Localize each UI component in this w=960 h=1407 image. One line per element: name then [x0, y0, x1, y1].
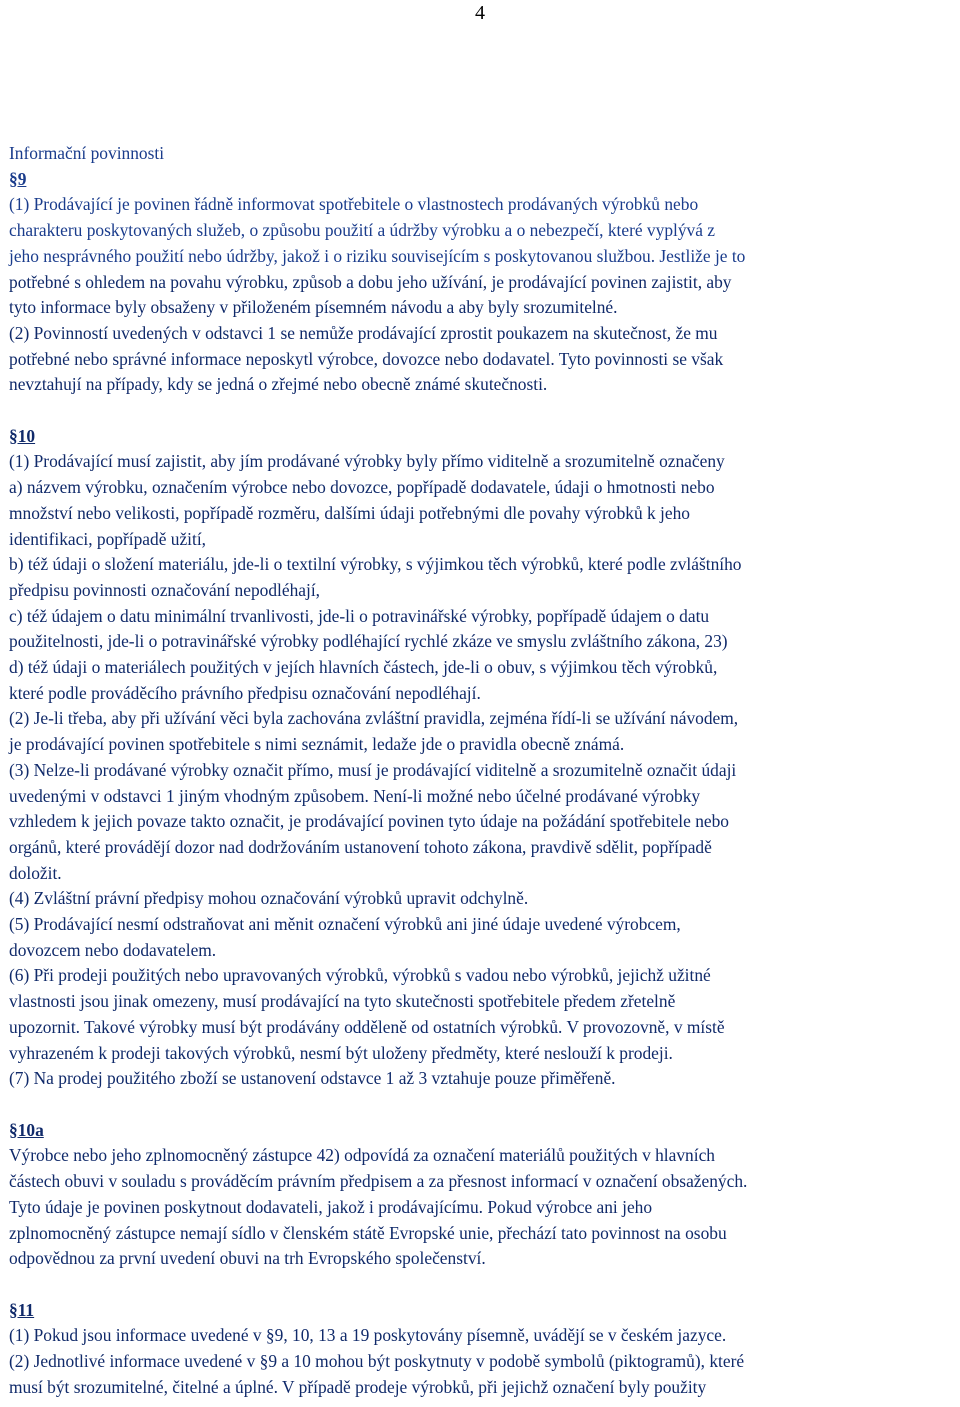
text-line: potřebné nebo správné informace neposkytl výrobce, dovozce nebo dodavatel. Tyto povinnosti se však: [9, 348, 724, 369]
text-line: (1) Pokud jsou informace uvedené v §9, 10, 13 a 19 poskytovány písemně, uvádějí se v českém jazyce.: [9, 1325, 727, 1346]
text-line: (1) Prodávající je povinen řádně informovat spotřebitele o vlastnostech prodávaných výrobků nebo: [9, 194, 699, 215]
document-heading: Informační povinnosti: [9, 143, 165, 163]
text-line: (4) Zvláštní právní předpisy mohou označování výrobků upravit odchylně.: [9, 888, 529, 909]
paragraph-gap: [9, 398, 959, 424]
text-line: které podle prováděcího právního předpisu označování nepodléhají.: [9, 682, 481, 703]
text-line: odpovědnou za první uvedení obuvi na trh Evropského společenství.: [9, 1248, 486, 1269]
text-line: předpisu povinnosti označování nepodléhají,: [9, 579, 321, 600]
text-line: (2) Jednotlivé informace uvedené v §9 a 10 mohou být poskytnuty v podobě symbolů (piktogramů), které: [9, 1351, 745, 1371]
text-line: jeho nesprávného použití nebo údržby, jakož i o riziku souvisejícím s poskytovanou službou. Jestliže je to: [9, 245, 746, 266]
section-title: §10a: [9, 1119, 44, 1140]
text-line: a) názvem výrobku, označením výrobce nebo dovozce, popřípadě dodavatele, údaji o hmotnosti nebo: [9, 477, 715, 498]
text-line: (6) Při prodeji použitých nebo upravovaných výrobků, výrobků s vadou nebo výrobků, jejichž užitné: [9, 965, 711, 986]
section-title: §9: [9, 168, 27, 189]
text-line: částech obuvi v souladu s prováděcím právním předpisem a za přesnost informací v označení obsažených.: [9, 1171, 748, 1192]
paragraph-gap: [9, 1272, 959, 1298]
text-line: (2) Je-li třeba, aby při užívání věci byla zachována zvláštní pravidla, zejména řídí-li se užívání návodem,: [9, 708, 739, 729]
text-line: vyhrazeném k prodeji takových výrobků, nesmí být uloženy předměty, které neslouží k prodeji.: [9, 1042, 673, 1063]
text-line: (1) Prodávající musí zajistit, aby jím prodávané výrobky byly přímo viditelně a srozumitelně označeny: [9, 451, 725, 472]
text-line: c) též údajem o datu minimální trvanlivosti, jde-li o potravinářské výrobky, popřípadě údajem o datu: [9, 605, 710, 626]
text-line: doložit.: [9, 862, 62, 883]
text-line: množství nebo velikosti, popřípadě rozměru, dalšími údaji potřebnými dle povahy výrobků k jeho: [9, 502, 691, 523]
text-line: d) též údaji o materiálech použitých v jejích hlavních částech, jde-li o obuv, s výjimkou těch výrobků,: [9, 657, 718, 678]
document-body: [9, 141, 959, 1400]
text-line: (7) Na prodej použitého zboží se ustanovení odstavce 1 až 3 vztahuje pouze přiměřeně.: [9, 1068, 616, 1089]
text-line: charakteru poskytovaných služeb, o způsobu použití a údržby výrobku a o nebezpečí, které vyplývá z: [9, 220, 716, 241]
text-line: (3) Nelze-li prodávané výrobky označit přímo, musí je prodávající viditelně a srozumitelně označit údaji: [9, 759, 737, 780]
section-10: [9, 424, 959, 1092]
text-line: (2) Povinností uvedených v odstavci 1 se nemůže prodávající zprostit poukazem na skutečnost, že mu: [9, 322, 718, 343]
section-title: §10: [9, 425, 36, 446]
text-line: dovozcem nebo dodavatelem.: [9, 939, 217, 960]
text-line: potřebné s ohledem na povahu výrobku, způsob a dobu jeho užívání, je prodávající povinen zajistit, aby: [9, 271, 732, 292]
section-11: [9, 1298, 959, 1401]
section-9: [9, 167, 959, 398]
text-line: Tyto údaje je povinen poskytnout dodavateli, jakož i prodávajícímu. Pokud výrobce ani jeho: [9, 1196, 653, 1217]
text-line: orgánů, které provádějí dozor nad dodržováním ustanovení tohoto zákona, pravdivě sdělit, popřípadě: [9, 836, 712, 857]
text-line: je prodávající povinen spotřebitele s nimi seznámit, ledaže jde o pravidla obecně známá.: [9, 734, 625, 755]
text-line: vlastnosti jsou jinak omezeny, musí prodávající na tyto skutečnosti spotřebitele předem zřetelně: [9, 991, 676, 1012]
paragraph-gap: [9, 1092, 959, 1118]
text-line: b) též údaji o složení materiálu, jde-li o textilní výrobky, s výjimkou těch výrobků, které podle zvláštního: [9, 554, 742, 575]
text-line: vzhledem k jejich povaze takto označit, je prodávající povinen tyto údaje na požádání spotřebitele nebo: [9, 811, 729, 832]
text-line: Výrobce nebo jeho zplnomocněný zástupce 42) odpovídá za označení materiálů použitých v hlavních: [9, 1145, 715, 1166]
section-10a: [9, 1118, 959, 1272]
text-line: zplnomocněný zástupce nemají sídlo v členském státě Evropské unie, přechází tato povinnost na osobu: [9, 1222, 727, 1243]
text-line: použitelnosti, jde-li o potravinářské výrobky podléhající rychlé zkáze ve smyslu zvláštního zákona, 23): [9, 631, 728, 652]
text-line: musí být srozumitelné, čitelné a úplné. V případě prodeje výrobků, při jejichž označení byly použity: [9, 1376, 707, 1397]
text-line: (5) Prodávající nesmí odstraňovat ani měnit označení výrobků ani jiné údaje uvedené výrobcem,: [9, 914, 681, 935]
section-title: §11: [9, 1299, 35, 1320]
text-line: uvedenými v odstavci 1 jiným vhodným způsobem. Není-li možné nebo účelné prodávané výrobky: [9, 785, 701, 806]
page-number: 4: [475, 2, 485, 24]
text-line: identifikaci, popřípadě užití,: [9, 528, 207, 549]
text-line: nevztahují na případy, kdy se jedná o zřejmé nebo obecně známé skutečnosti.: [9, 374, 548, 395]
text-line: upozornit. Takové výrobky musí být prodávány odděleně od ostatních výrobků. V provozovně, v místě: [9, 1016, 725, 1037]
text-line: tyto informace byly obsaženy v přiloženém písemném návodu a aby byly srozumitelné.: [9, 297, 618, 318]
